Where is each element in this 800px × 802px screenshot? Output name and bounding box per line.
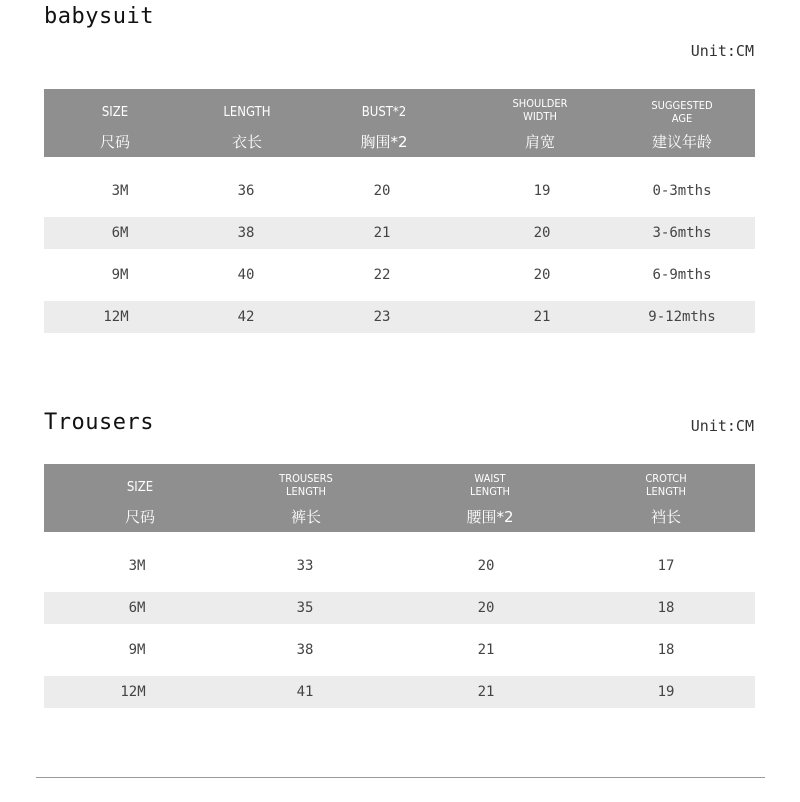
table-row: 6M 35 20 18	[44, 592, 755, 624]
trousers-table-header	[44, 464, 755, 532]
trousers-title: Trousers	[44, 410, 154, 435]
table-row: 9M 38 21 18	[128, 642, 675, 658]
babysuit-size-table	[44, 89, 755, 333]
header-shoulder-width: SHOULDER WIDTH 肩宽	[512, 97, 568, 151]
trousers-size-table	[44, 464, 755, 708]
header-crotch-length: CROTCH LENGTH 裆长	[645, 472, 687, 526]
table-row: 12M 41 21 19	[44, 676, 755, 708]
babysuit-unit-label: Unit:CM	[690, 42, 754, 60]
header-bust: BUST*2 胸围*2	[360, 105, 408, 151]
header-length: LENGTH 衣长	[223, 105, 271, 151]
trousers-unit-label: Unit:CM	[690, 417, 754, 435]
header-suggested-age: SUGGESTED AGE 建议年龄	[651, 99, 713, 151]
babysuit-title: babysuit	[44, 4, 154, 29]
header-size: SIZE 尺码	[99, 105, 130, 151]
table-row: 3M 33 20 17	[128, 558, 675, 574]
babysuit-table-header	[44, 89, 755, 157]
header-size: SIZE 尺码	[124, 480, 155, 526]
table-row: 3M 36 20 19 0-3mths	[111, 183, 712, 199]
table-row: 9M 40 22 20 6-9mths	[111, 267, 712, 283]
table-row: 12M 42 23 21 9-12mths	[44, 301, 755, 333]
bottom-divider	[36, 777, 765, 778]
table-row: 6M 38 21 20 3-6mths	[44, 217, 755, 249]
header-waist-length: WAIST LENGTH 腰围*2	[466, 472, 514, 526]
header-trousers-length: TROUSERS LENGTH 裤长	[279, 472, 333, 526]
